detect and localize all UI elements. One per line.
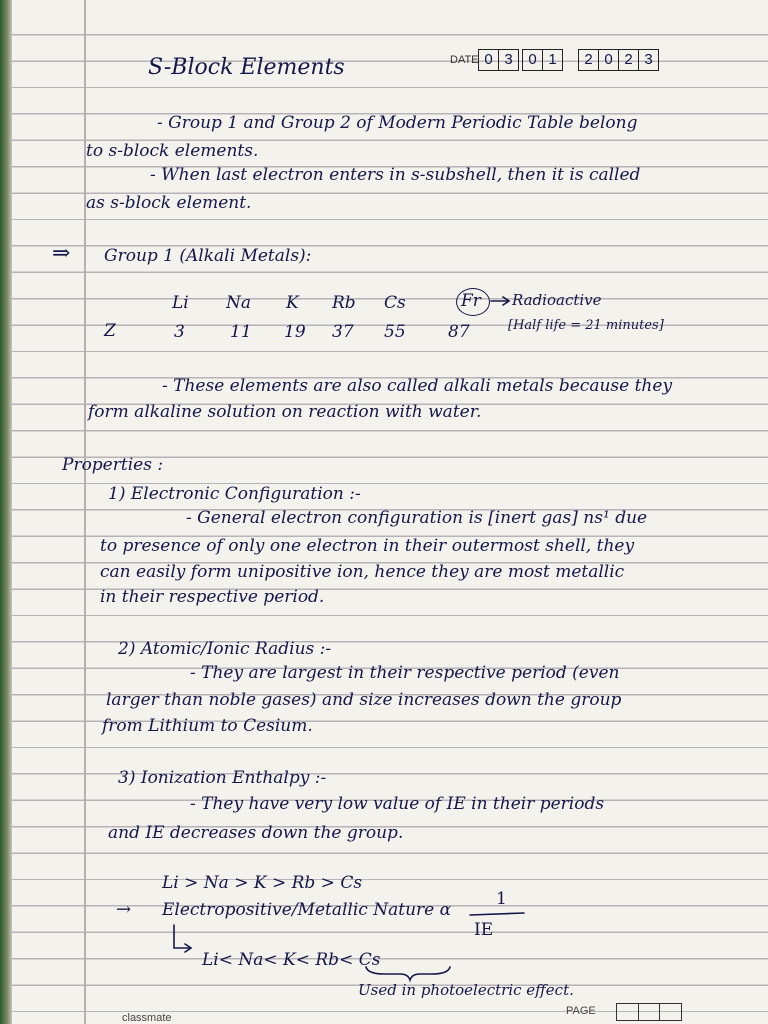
date-month-box [522, 49, 563, 71]
fr-arrow-head [503, 297, 509, 305]
property-line: and IE decreases down the group. [108, 823, 404, 843]
element-symbol: Cs [384, 293, 406, 313]
property-title: 1) Electronic Configuration :- [108, 484, 361, 504]
arrow-glyph: ⇒ [52, 241, 71, 266]
intro-line: - Group 1 and Group 2 of Modern Periodic Table belong [157, 113, 638, 133]
ie-order: Li > Na > K > Rb > Cs [162, 873, 363, 893]
property-line: can easily form unipositive ion, hence they are most metallic [100, 562, 625, 582]
half-life-note: [Half life = 21 minutes] [508, 318, 664, 333]
date-digit: 0 [599, 50, 619, 70]
atomic-number: 19 [284, 322, 306, 342]
element-symbol: Fr [461, 291, 481, 311]
fraction-numerator: 1 [496, 889, 507, 909]
hook-arrow-head [185, 944, 191, 952]
atomic-number: 87 [448, 322, 470, 342]
atomic-number: 37 [332, 322, 354, 342]
fraction-denominator: IE [474, 920, 494, 940]
group1-heading: Group 1 (Alkali Metals): [104, 246, 312, 266]
date-day-box [478, 49, 519, 71]
z-label: Z [104, 321, 116, 341]
group1-desc: form alkaline solution on reaction with water. [88, 402, 482, 422]
date-digit: 3 [504, 51, 513, 68]
electropositive-relation: Electropositive/Metallic Nature α [162, 900, 452, 920]
date-digit: 1 [548, 51, 557, 68]
property-line: - They have very low value of IE in their periods [190, 794, 605, 814]
atomic-number: 11 [230, 322, 252, 342]
date-digit: 3 [644, 51, 653, 68]
intro-line: - When last electron enters in s-subshell, then it is called [150, 165, 641, 185]
property-title: 2) Atomic/Ionic Radius :- [118, 639, 332, 659]
group1-desc: - These elements are also called alkali metals because they [162, 376, 673, 396]
property-line: - They are largest in their respective period (even [190, 663, 620, 683]
element-symbol: Li [172, 293, 189, 313]
date-digit: 0 [523, 50, 543, 70]
page-label: PAGE [566, 1005, 596, 1017]
property-title: 3) Ionization Enthalpy :- [118, 768, 327, 788]
property-line: to presence of only one electron in their outermost shell, they [100, 536, 635, 556]
date-label: DATE [450, 54, 479, 66]
atomic-number: 55 [384, 322, 406, 342]
photoelectric-note: Used in photoelectric effect. [358, 981, 574, 999]
atomic-number: 3 [174, 322, 185, 342]
property-line: from Lithium to Cesium. [102, 716, 313, 736]
metallic-order: Li< Na< K< Rb< Cs [202, 950, 381, 970]
element-symbol: K [286, 293, 299, 313]
notebook-page [12, 0, 768, 1024]
hook-arrow-line [174, 925, 190, 948]
page-number-box [616, 1003, 682, 1021]
intro-line: to s-block elements. [86, 141, 259, 161]
properties-heading: Properties : [62, 455, 164, 475]
property-line: larger than noble gases) and size increases down the group [106, 690, 622, 710]
element-symbol: Rb [332, 293, 356, 313]
date-year-box [578, 49, 659, 71]
property-line: - General electron configuration is [inert gas] ns¹ due [186, 508, 648, 528]
date-digit: 2 [579, 50, 599, 70]
intro-line: as s-block element. [86, 193, 252, 213]
element-symbol: Na [226, 293, 252, 313]
fraction-bar [470, 913, 524, 915]
notebook-binding [0, 0, 12, 1024]
date-digit: 2 [619, 50, 639, 70]
date-digit: 0 [479, 50, 499, 70]
page-title: S-Block Elements [148, 55, 345, 80]
brand-label: classmate [122, 1012, 172, 1024]
property-line: in their respective period. [100, 587, 325, 607]
arrow-glyph: → [116, 899, 132, 920]
radioactive-note: Radioactive [512, 291, 602, 309]
